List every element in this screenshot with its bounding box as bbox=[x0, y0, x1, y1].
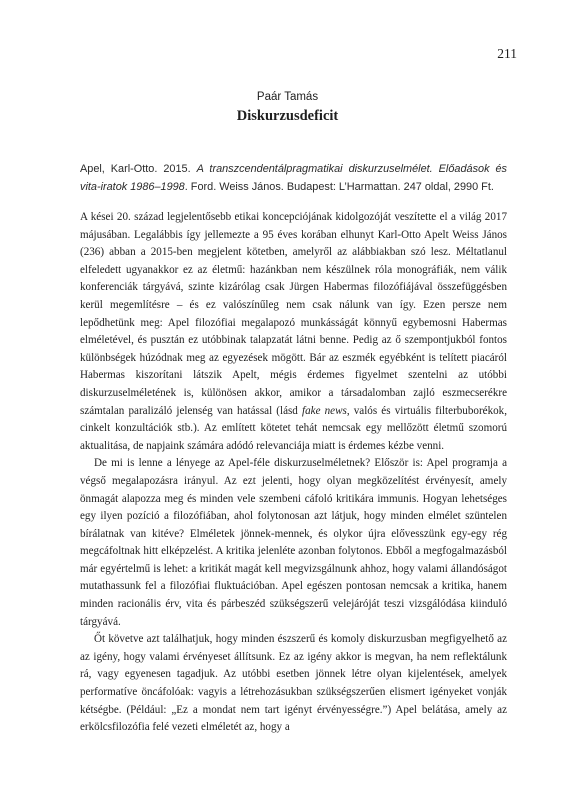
article-author: Paár Tamás bbox=[256, 91, 319, 103]
article-title: Diskurzusdeficit bbox=[236, 108, 339, 124]
paragraph-1 bbox=[80, 209, 507, 455]
article-body bbox=[80, 209, 507, 737]
page-number: 211 bbox=[497, 46, 517, 61]
paragraph-1-text-b: , valós és virtuális filterbuborékok, cinkelt konzultációk stb.). Az említett kötetet tehát nemcsak egy mellőzött életmű szomorú aktualitása, de napjaink számára adódó relevanciája miatt is érdemes kézbe venni. bbox=[80, 404, 507, 452]
paragraph-2: De mi is lenne a lényege az Apel-féle diskurzuselméletnek? Először is: Apel programja a végső megalapozásra irányul. Az ezt jelenti, hogy olyan megközelítést érvényesít, amely önmagát alapozza meg és minden vele szembeni cáfoló kritikára immunis. Hogyan lehetséges egy ilyen pozíció a filozófiában, ahol folytonosan azt látjuk, hogy minden elmélet szüntelen bírálatnak van kitéve? Elméletek jönnek-mennek, és olykor újra elővesszünk egy-egy rég megcáfoltnak hitt elképzelést. A kritika jelenléte azonban folytonos. Ebből a megfogalmazásból már egyértelmű is lehet: a kritikát magát kell megvizsgálnunk ahhoz, hogy valami állandóságot mutathassunk fel a filozófiai fluktuációban. Apel egészen pontosan nemcsak a kritika, hanem minden racionális érv, vita és párbeszéd szükségszerű velejáróját teszi vizsgálódása kiinduló tárgyává. bbox=[80, 457, 507, 628]
reference-suffix: . Ford. Weiss János. Budapest: L’Harmattan. 247 oldal, 2990 Ft. bbox=[184, 181, 494, 193]
reference-prefix: Apel, Karl-Otto. 2015. bbox=[80, 163, 197, 175]
paragraph-3: Őt követve azt találhatjuk, hogy minden észszerű és komoly diskurzusban megfigyelhető az az igény, hogy valami érvényeset állítsunk. Ez az igény akkor is megvan, ha nem reflektálunk rá, vagy egyenesen tagadjuk. Az utóbbi esetben jönnek létre olyan kijelentések, amelyek performatíve öncáfolóak: vagyis a létrehozásukban szükségszerűen elismert igényeket vonják kétségbe. (Például: „Ez a mondat nem tart igényt érvényességre.”) Apel belátása, amely az erkölcsfilozófia felé vezeti elméletét az, hogy a bbox=[80, 633, 507, 734]
paragraph-1-emphasis: fake news bbox=[302, 404, 347, 417]
reference-book-title: A transzcendentálpragmatikai diskurzuselmélet. Előadások és vita-iratok 1986–1998 bbox=[80, 163, 507, 193]
book-reference bbox=[80, 160, 507, 196]
paragraph-1-text-a: A kései 20. század legjelentősebb etikai koncepciójának kidolgozóját veszítette el a világ 2017 májusában. Legalábbis így jellemezte a 95 éves korában elhunyt Karl-Otto Apelt Weiss János (236) abban a 2015-ben megjelent kötetben, amelyről az alábbiakban szó lesz. Méltatlanul elfeledett ugyanakkor ez az életmű: hazánkban nem készülnek róla monográfiák, nem válik konferenciák tárgyává, szinte kizárólag csak Jürgen Habermas filozófiájával összefüggésben kerül megemlítésre – és ez valószínűleg nem csak nálunk van így. Ezen persze nem lepődhetünk meg: Apel filozófiai megalapozó munkásságát könnyű egybemosni Habermas elméletével, és pusztán ez utóbbinak talapzatát látni benne. Pedig az ő szempontjukból fontos különbségek húzódnak meg az egyezések mögött. Bár az eszmék egyébként is telített piacáról Habermas kiszorítani látszik Apelt, mégis érdemes figyelmet szentelni az utóbbi diskurzuselméletének is, különösen akkor, amikor a társadalomban zajló eszmecserékre számtalan paralizáló jelenség van hatással (lásd bbox=[80, 211, 507, 417]
